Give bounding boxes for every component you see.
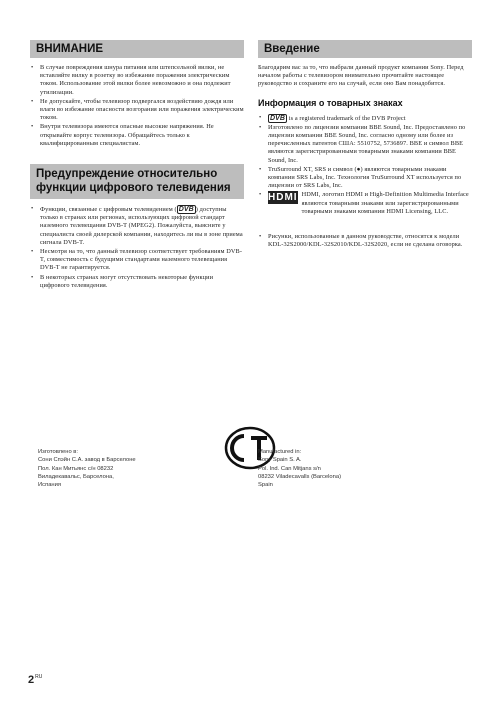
left-column xyxy=(30,40,244,291)
list-item: • Несмотря на то, что данный телевизор соответствует требованиям DVB-T, совместимость с будущими стандартами наземного телевещания DVB-T не гарантируется. xyxy=(31,248,243,272)
manufacturer-line: Pol. Ind. Can Mitjans s/n xyxy=(258,465,321,472)
dvb-logo: DVB xyxy=(178,206,194,214)
intro-heading: Введение xyxy=(258,40,472,58)
manufacturer-line: Пол. Кан Митьянс с/н 08232 xyxy=(38,465,114,472)
dvb-logo: DVB xyxy=(270,114,286,122)
figures-note-list xyxy=(258,233,472,249)
list-item: • Внутри телевизора имеются опасные высокие напряжения. Не открывайте корпус телевизора. Обращайтесь только к квалифицированным специалистам. xyxy=(31,123,214,147)
manufacturer-line: 08232 Viladecavalls (Barcelona) xyxy=(258,473,342,480)
manufacturer-en xyxy=(258,448,341,489)
list-item: • Не допускайте, чтобы телевизор подвергался воздействию дождя или влаги во избежание опасности возгорания или поражения электрическим током. xyxy=(31,97,244,122)
manufacturer-line: Сони Спэйн С.А. завод в Барселоне xyxy=(38,457,136,464)
page-language: RU xyxy=(35,674,43,680)
manufacturer-line: Manufactured in: xyxy=(258,449,302,455)
list-item: • TruSurround XT, SRS и символ (●) являются товарными знаками компании SRS Labs, Inc. Технология TruSurround XT используется по лицензии от SRS Labs, Inc. xyxy=(259,165,462,190)
manufacturer-line: Испания xyxy=(38,482,62,489)
list-item: • В случае повреждения шнура питания или штепсельной вилки, не вставляйте вилку в розетку во избежание поражения электрическим током. Использование этой вилки более невозможно и она подлежит утилизации. xyxy=(31,64,231,96)
trademark-list xyxy=(258,114,472,216)
list-item: • Изготовлено по лицензии компании BBE Sound, Inc. Предоставлено по лицензии компании BBE Sound, Inc. согласно одному или более из перечисленных патентов США: 5510752, 5736897. BBE и символ BBE являются зарегистрированными товарными знаками компании BBE Sound, Inc. xyxy=(259,123,466,164)
manufacturer-line: Sony Spain S. A. xyxy=(258,457,302,464)
list-item: • HDMI HDMI, логотип HDMI и High-Definition Multimedia Interface являются товарными знаками или зарегистрированными товарными знаками компании HDMI Licensing, LLC. xyxy=(259,191,469,215)
intro-text: Благодарим вас за то, что выбрали данный продукт компании Sony. Перед началом работы с телевизором внимательно прочитайте настоящее руководство и сохраните его на случай, если оно Вам понадобится. xyxy=(258,64,464,88)
page-number: $2^{RU}$ xyxy=(28,674,43,686)
manufacturer-ru xyxy=(38,448,136,489)
manufacturer-line: Spain xyxy=(258,482,273,489)
hdmi-logo: HDMI xyxy=(268,192,298,204)
list-item: • DVB is a registered trademark of the DVB Project xyxy=(259,113,406,122)
manufacturer-line: Виладекавальс, Барселона, xyxy=(38,473,114,480)
manufacturer-line: Изготовлено в: xyxy=(38,449,79,455)
right-column xyxy=(258,40,472,250)
dvb-warning-list xyxy=(30,205,244,290)
list-item: • Функции, связанные с цифровым телевидением ( DVB ) доступны только в странах или регионах, использующих цифровой стандарт наземного телевещания DVB-T (MPEG2). Пожалуйста, выясните у специалиста своей дилерской компании, находитесь ли вы в зоне приема сигнала DVB-T. xyxy=(31,205,243,246)
dvb-warning-heading: Предупреждение относительно функции цифрового телевидения xyxy=(30,164,244,199)
list-item: • Рисунки, использованные в данном руководстве, относятся к модели KDL-32S2000/KDL-32S2010/KDL-32S2020, если не сделана оговорка. xyxy=(259,233,463,249)
trademark-heading: Информация о товарных знаках xyxy=(258,97,403,108)
warning-list xyxy=(30,64,244,148)
list-item: • В некоторых странах могут отсутствовать некоторые функции цифрового телевидения. xyxy=(31,273,214,289)
warning-heading: ВНИМАНИЕ xyxy=(30,40,244,58)
